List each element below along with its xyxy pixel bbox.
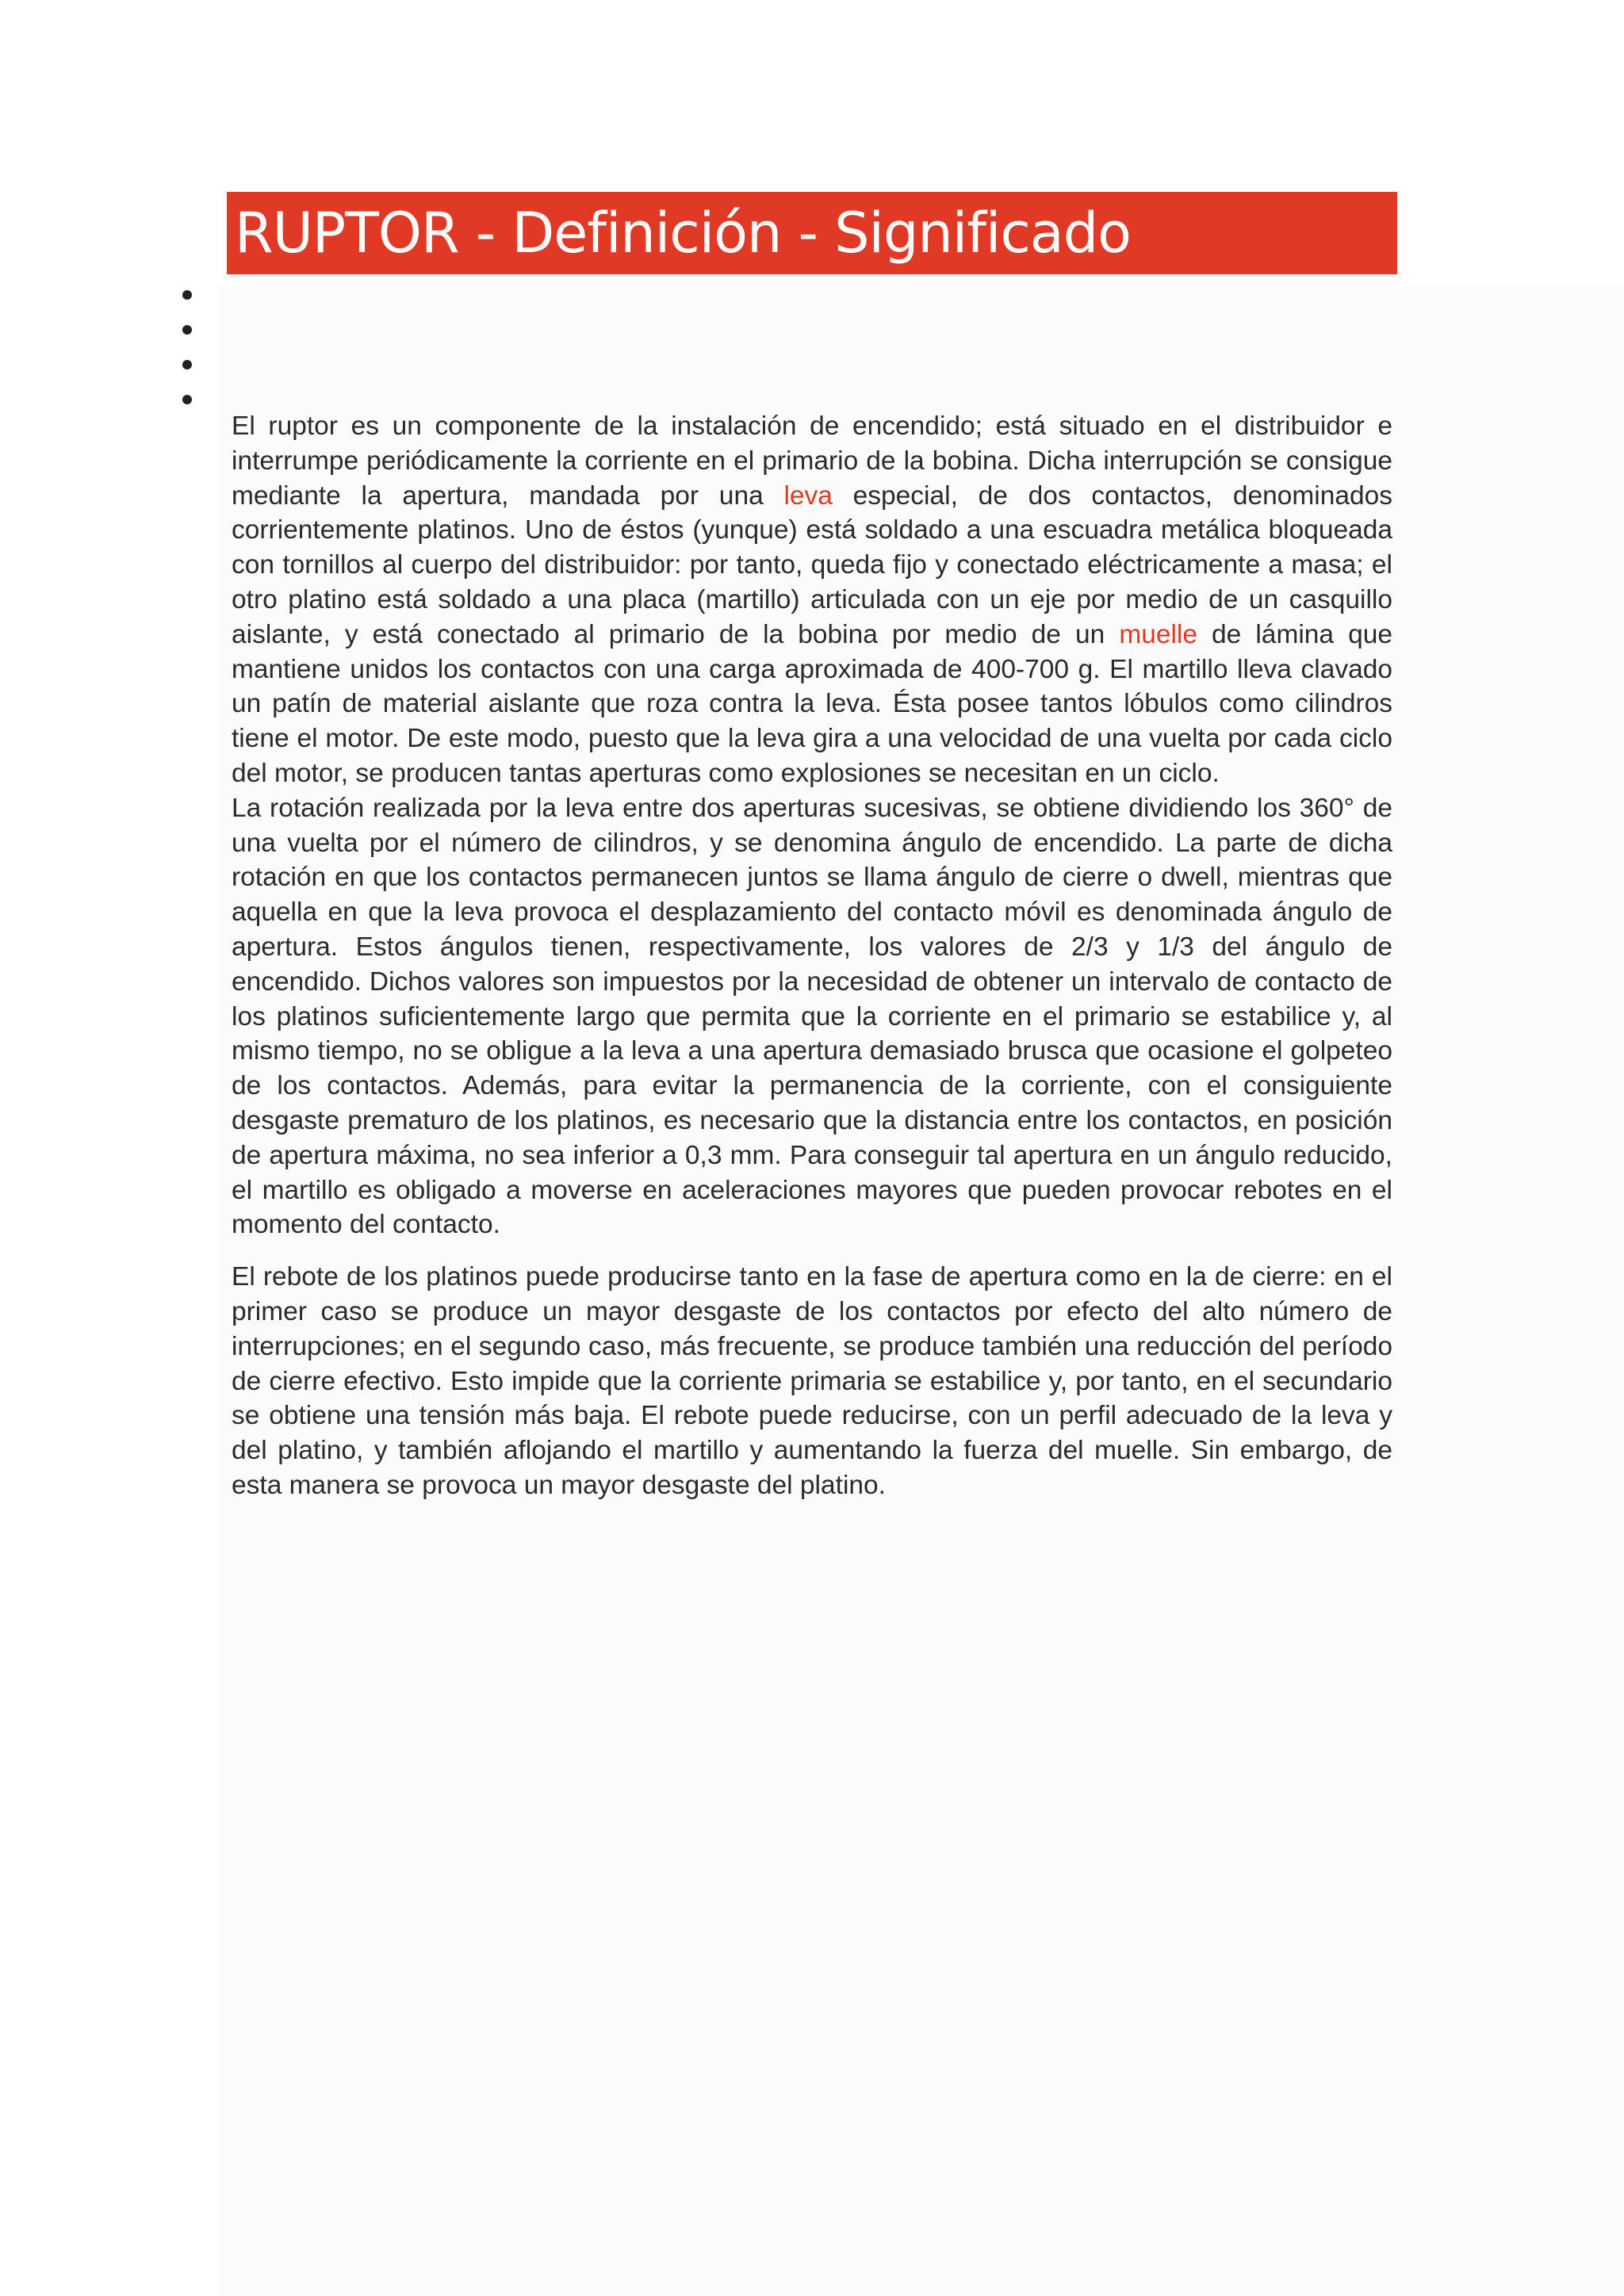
muelle-link[interactable]: muelle	[1119, 619, 1197, 649]
bullet-item	[179, 382, 203, 417]
paragraph-intro-text-1: El ruptor es un componente de la instalación de encendido; está situado en el distribuidor e interrumpe periódicamente la corriente en el primario de la bobina. Dicha interrupción se consigue mediante la apertura, mandada por una	[232, 411, 1392, 511]
leva-link[interactable]: leva	[783, 480, 833, 511]
paragraph-intro-text-2: especial, de dos contactos, denominados corrientemente platinos. Uno de éstos (yunque) está soldado a una escuadra metálica bloqueada con tornillos al cuerpo del distribuidor: por tanto, queda fijo y conectado eléctricamente a masa; el otro platino está soldado a una placa (martillo) articulada con un eje por medio de un casquillo aislante, y está conectado al primario de la bobina por medio de un	[232, 480, 1392, 649]
title-banner	[227, 192, 1397, 274]
bullet-item	[179, 312, 203, 347]
article-body	[232, 409, 1392, 1503]
page-title: RUPTOR - Definición - Significado	[235, 201, 1131, 266]
bullet-item	[179, 277, 203, 312]
paragraph-rotation: La rotación realizada por la leva entre dos aperturas sucesivas, se obtiene dividiendo los 360° de una vuelta por el número de cilindros, y se denomina ángulo de encendido. La parte de dicha rotación en que los contactos permanecen juntos se llama ángulo de cierre o dwell, mientras que aquella en que la leva provoca el desplazamiento del contacto móvil es denominada ángulo de apertura. Estos ángulos tienen, respectivamente, los valores de 2/3 y 1/3 del ángulo de encendido. Dichos valores son impuestos por la necesidad de obtener un intervalo de contacto de los platinos suficientemente largo que permita que la corriente en el primario se estabilice y, al mismo tiempo, no se obligue a la leva a una apertura demasiado brusca que ocasione el golpeteo de los contactos. Además, para evitar la permanencia de la corriente, con el consiguiente desgaste prematuro de los platinos, es necesario que la distancia entre los contactos, en posición de apertura máxima, no sea inferior a 0,3 mm. Para conseguir tal apertura en un ángulo reducido, el martillo es obligado a moverse en aceleraciones mayores que pueden provocar rebotes en el momento del contacto.	[232, 793, 1392, 1240]
empty-bullet-list	[179, 277, 203, 417]
paragraph-intro	[232, 409, 1392, 791]
bullet-item	[179, 347, 203, 382]
paragraph-intro-text-3: de lámina que mantiene unidos los contactos con una carga aproximada de 400-700 g. El martillo lleva clavado un patín de material aislante que roza contra la leva. Ésta posee tantos lóbulos como cilindros tiene el motor. De este modo, puesto que la leva gira a una velocidad de una vuelta por cada ciclo del motor, se producen tantas aperturas como explosiones se necesitan en un ciclo.	[232, 619, 1392, 788]
paragraph-rebote: El rebote de los platinos puede producirse tanto en la fase de apertura como en la de cierre: en el primer caso se produce un mayor desgaste de los contactos por efecto del alto número de interrupciones; en el segundo caso, más frecuente, se produce también una reducción del período de cierre efectivo. Esto impide que la corriente primaria se estabilice y, por tanto, en el secundario se obtiene una tensión más baja. El rebote puede reducirse, con un perfil adecuado de la leva y del platino, y también aflojando el martillo y aumentando la fuerza del muelle. Sin embargo, de esta manera se provoca un mayor desgaste del platino.	[232, 1262, 1392, 1500]
